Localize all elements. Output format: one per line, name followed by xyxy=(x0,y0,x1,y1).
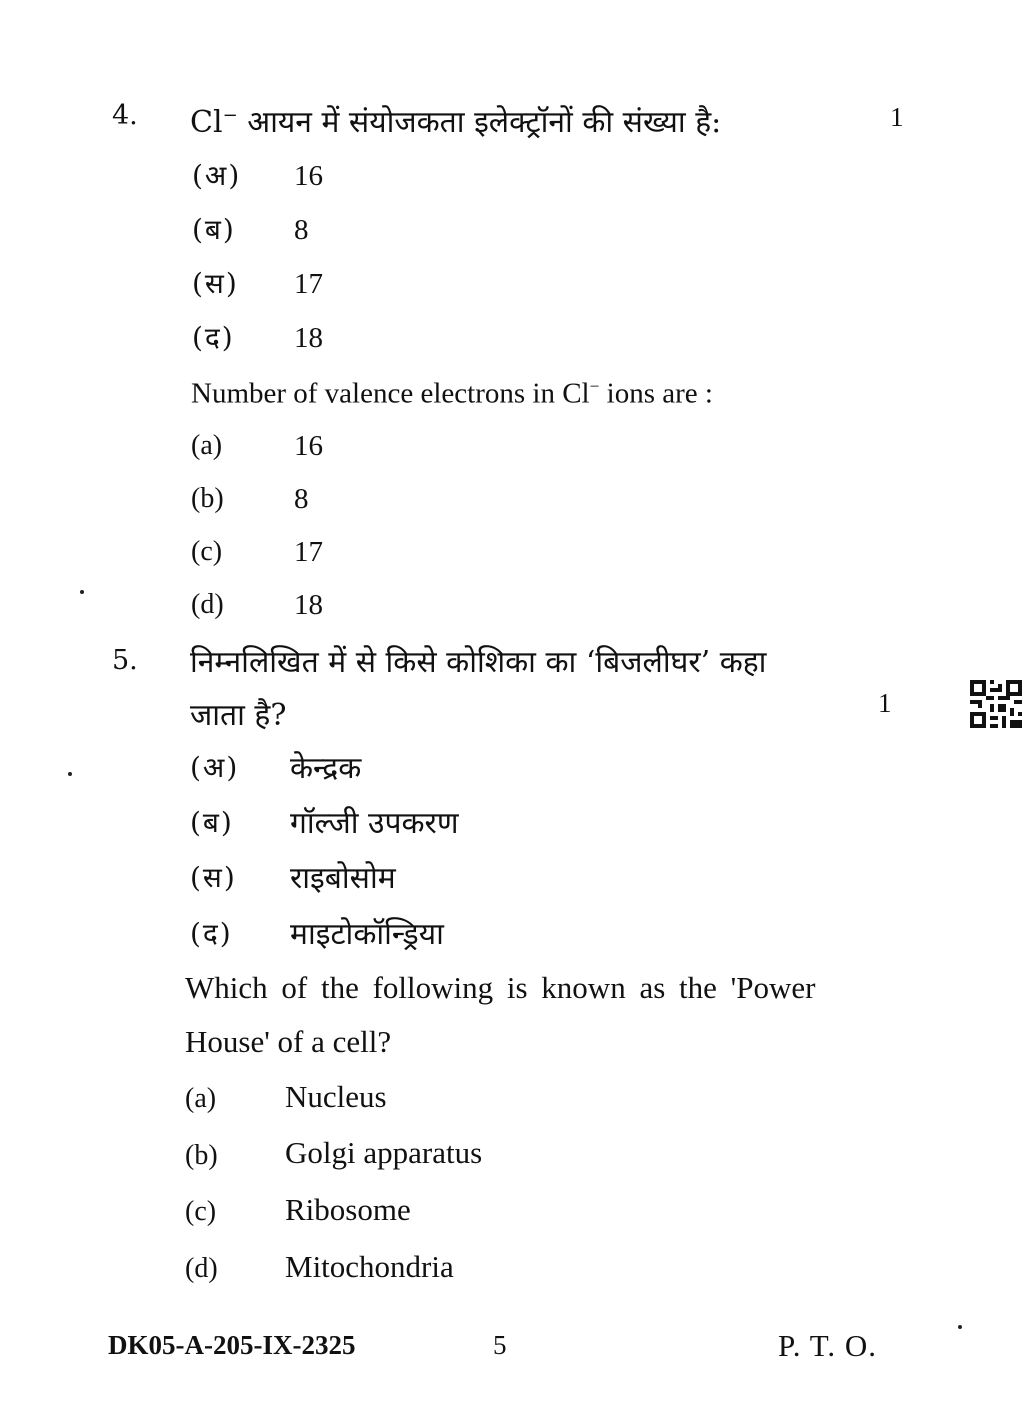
q5-english-option-b-text: Golgi apparatus xyxy=(285,1135,483,1170)
question-4-english-text-end: ions are : xyxy=(599,377,713,410)
q5-hindi-option-a-label: (अ) xyxy=(190,751,240,784)
question-5-hindi-line-2: जाता है? xyxy=(190,698,287,733)
q4-english-option-b-label: (b) xyxy=(191,483,224,514)
q5-hindi-option-c-text: राइबोसोम xyxy=(290,861,396,896)
question-5-number: 5. xyxy=(112,645,138,676)
question-5-english-line-1: Which of the following is known as the 'Power xyxy=(185,970,816,1005)
question-4-number: 4. xyxy=(112,100,138,131)
q4-hindi-option-c-label: (स) xyxy=(192,267,239,300)
q5-english-option-b-label: (b) xyxy=(185,1140,218,1171)
question-5-english-line-2: House' of a cell? xyxy=(185,1024,392,1059)
scan-speck xyxy=(958,1325,962,1329)
q4-english-option-b-text: 8 xyxy=(294,483,309,515)
question-4-hindi-text-start: Cl xyxy=(190,105,223,140)
scan-speck xyxy=(80,590,84,594)
q4-english-option-d-text: 18 xyxy=(294,589,323,621)
question-5-hindi-line-1: निम्नलिखित में से किसे कोशिका का ‘बिजलीघर’ कहा xyxy=(190,645,767,680)
q5-hindi-option-d-label: (द) xyxy=(190,917,233,950)
scan-speck xyxy=(68,772,72,776)
question-4-english-text-start: Number of valence electrons in Cl xyxy=(191,377,590,410)
q5-english-option-d-label: (d) xyxy=(185,1253,218,1284)
q5-hindi-option-b-label: (ब) xyxy=(190,806,234,839)
q5-english-option-c-label: (c) xyxy=(185,1196,217,1227)
chloride-charge-sup: − xyxy=(222,105,238,126)
question-4-english-text xyxy=(191,376,713,411)
q4-hindi-option-b-text: 8 xyxy=(294,214,309,246)
please-turn-over: P. T. O. xyxy=(778,1328,878,1363)
q4-hindi-option-d-label: (द) xyxy=(192,321,235,354)
q5-hindi-option-c-label: (स) xyxy=(190,861,237,894)
chloride-charge-sup-en: − xyxy=(589,376,600,396)
q4-english-option-c-label: (c) xyxy=(191,536,223,567)
q5-english-option-d-text: Mitochondria xyxy=(285,1249,454,1284)
question-4-hindi-text xyxy=(190,100,721,141)
q4-hindi-option-b-label: (ब) xyxy=(192,213,236,246)
q5-hindi-option-a-text: केन्द्रक xyxy=(290,751,362,786)
paper-code: DK05-A-205-IX-2325 xyxy=(108,1330,356,1360)
q4-english-option-d-label: (d) xyxy=(191,589,224,620)
q5-english-option-c-text: Ribosome xyxy=(285,1192,411,1227)
q4-hindi-option-a-text: 16 xyxy=(294,160,323,192)
question-4-hindi-text-end: आयन में संयोजकता इलेक्ट्रॉनों की संख्या है: xyxy=(237,105,722,140)
q5-english-option-a-text: Nucleus xyxy=(285,1079,387,1114)
question-4-marks: 1 xyxy=(890,102,904,132)
qr-code-icon xyxy=(970,680,1022,728)
q4-english-option-a-text: 16 xyxy=(294,430,323,462)
q4-english-option-c-text: 17 xyxy=(294,536,323,568)
question-5-marks: 1 xyxy=(878,688,892,718)
q4-hindi-option-c-text: 17 xyxy=(294,268,323,300)
q4-hindi-option-d-text: 18 xyxy=(294,322,323,354)
q5-hindi-option-d-text: माइटोकॉन्ड्रिया xyxy=(290,917,444,952)
q5-english-option-a-label: (a) xyxy=(185,1083,217,1114)
q4-english-option-a-label: (a) xyxy=(191,430,223,461)
page-number: 5 xyxy=(493,1330,507,1360)
q5-hindi-option-b-text: गॉल्जी उपकरण xyxy=(290,806,459,841)
q4-hindi-option-a-label: (अ) xyxy=(192,159,242,192)
